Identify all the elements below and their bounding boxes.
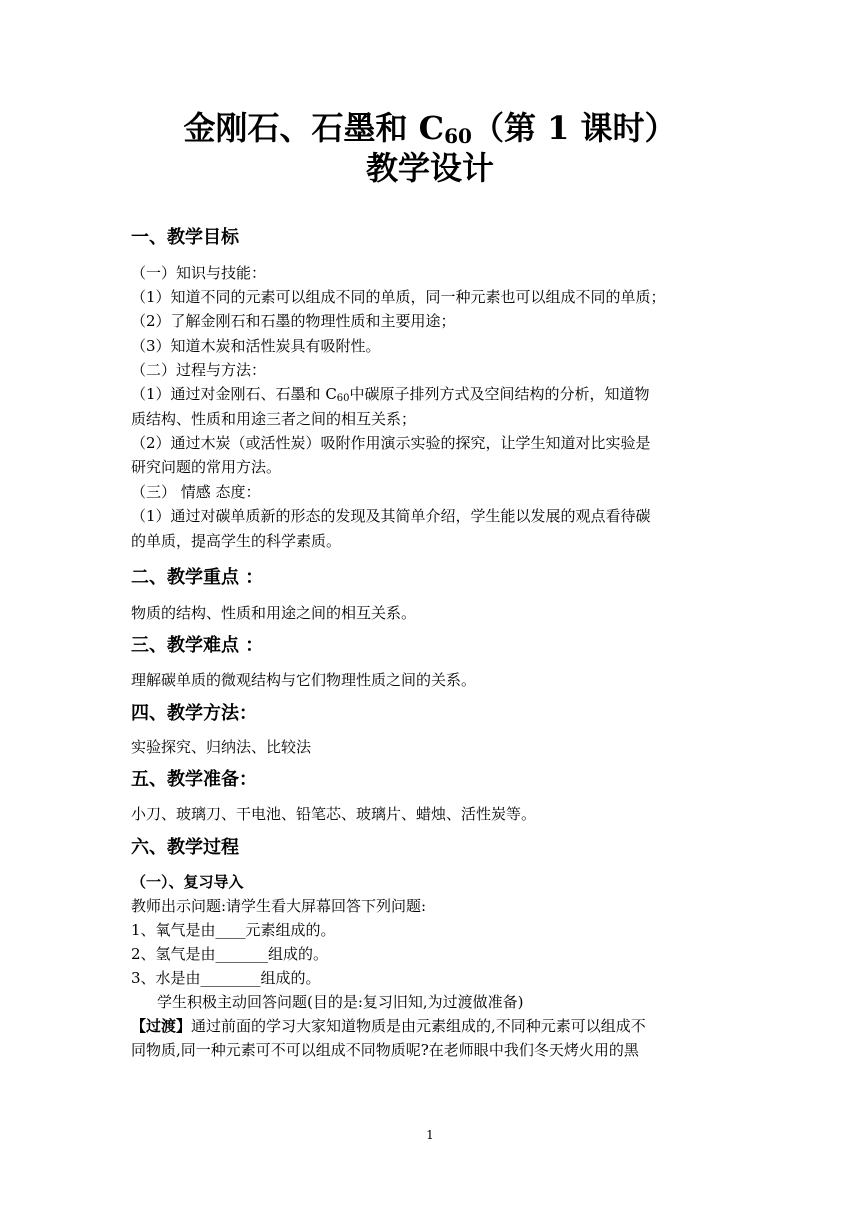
paragraph-line: 实验探究、归纳法、比较法 — [131, 738, 312, 756]
paragraph-line — [131, 1015, 646, 1037]
subscript: 60 — [336, 393, 350, 404]
paragraph-line: 教师出示问题:请学生看大屏幕回答下列问题: — [131, 897, 427, 915]
paragraph-line: 1、氧气是由____元素组成的。 — [131, 921, 336, 939]
paragraph-line: （三） 情感 态度： — [131, 483, 261, 501]
paragraph-line: （一）知识与技能： — [131, 264, 267, 282]
paragraph-line: 3、水是由________组成的。 — [131, 969, 321, 987]
section-heading-key-points: 二、教学重点 ： — [131, 567, 264, 588]
paragraph-line: 小刀、玻璃刀、干电池、铅笔芯、玻璃片、蜡烛、活性炭等。 — [131, 805, 537, 823]
paragraph-line: （二）过程与方法： — [131, 361, 267, 379]
inline-text: （1）通过对金刚石、石墨和 C — [131, 385, 337, 403]
document-title — [0, 108, 860, 148]
paragraph-line: （2）通过木炭（或活性炭）吸附作用演示实验的探究，让学生知道对比实验是 — [131, 434, 651, 452]
inline-text: 通过前面的学习大家知道物质是由元素组成的,不同种元素可以组成不 — [191, 1017, 646, 1035]
title-text-a: 金刚石、石墨和 C — [183, 109, 445, 147]
subsection-heading: （一）、复习导入 — [131, 873, 244, 891]
paragraph-line: 研究问题的常用方法。 — [131, 458, 282, 476]
document-subtitle: 教学设计 — [365, 149, 494, 187]
paragraph-line: （1）知道不同的元素可以组成不同的单质，同一种元素也可以组成不同的单质； — [131, 288, 666, 306]
inline-text: 中碳原子排列方式及空间结构的分析，知道物 — [349, 385, 650, 403]
paragraph-line: 2、氢气是由_______组成的。 — [131, 945, 329, 963]
paragraph-line: （1）通过对碳单质新的形态的发现及其简单介绍，学生能以发展的观点看待碳 — [131, 507, 651, 525]
section-heading-difficulties: 三、教学难点 ： — [131, 635, 264, 656]
section-heading-methods: 四、教学方法： — [131, 703, 257, 724]
title-text-b: （第 1 课时） — [471, 109, 677, 147]
paragraph-line: 质结构、性质和用途三者之间的相互关系； — [131, 410, 417, 428]
paragraph-line: 学生积极主动回答问题(目的是:复习旧知,为过渡做准备) — [157, 993, 524, 1011]
paragraph-line: 物质的结构、性质和用途之间的相互关系。 — [131, 604, 417, 622]
transition-label: 【过渡】 — [131, 1017, 192, 1035]
paragraph-line: （3）知道木炭和活性炭具有吸附性。 — [131, 337, 381, 355]
paragraph-line: 的单质，提高学生的科学素质。 — [131, 532, 342, 550]
paragraph-line — [131, 383, 650, 405]
paragraph-line: （2）了解金刚石和石墨的物理性质和主要用途； — [131, 312, 456, 330]
page-number: 1 — [426, 1128, 434, 1142]
section-heading-preparation: 五、教学准备： — [131, 769, 257, 790]
section-heading-process: 六、教学过程 — [131, 837, 239, 858]
section-heading-objectives: 一、教学目标 — [131, 227, 239, 248]
paragraph-line: 同物质,同一种元素可不可以组成不同物质呢?在老师眼中我们冬天烤火用的黑 — [131, 1041, 639, 1059]
title-subscript: 60 — [444, 124, 472, 148]
paragraph-line: 理解碳单质的微观结构与它们物理性质之间的关系。 — [131, 671, 477, 689]
